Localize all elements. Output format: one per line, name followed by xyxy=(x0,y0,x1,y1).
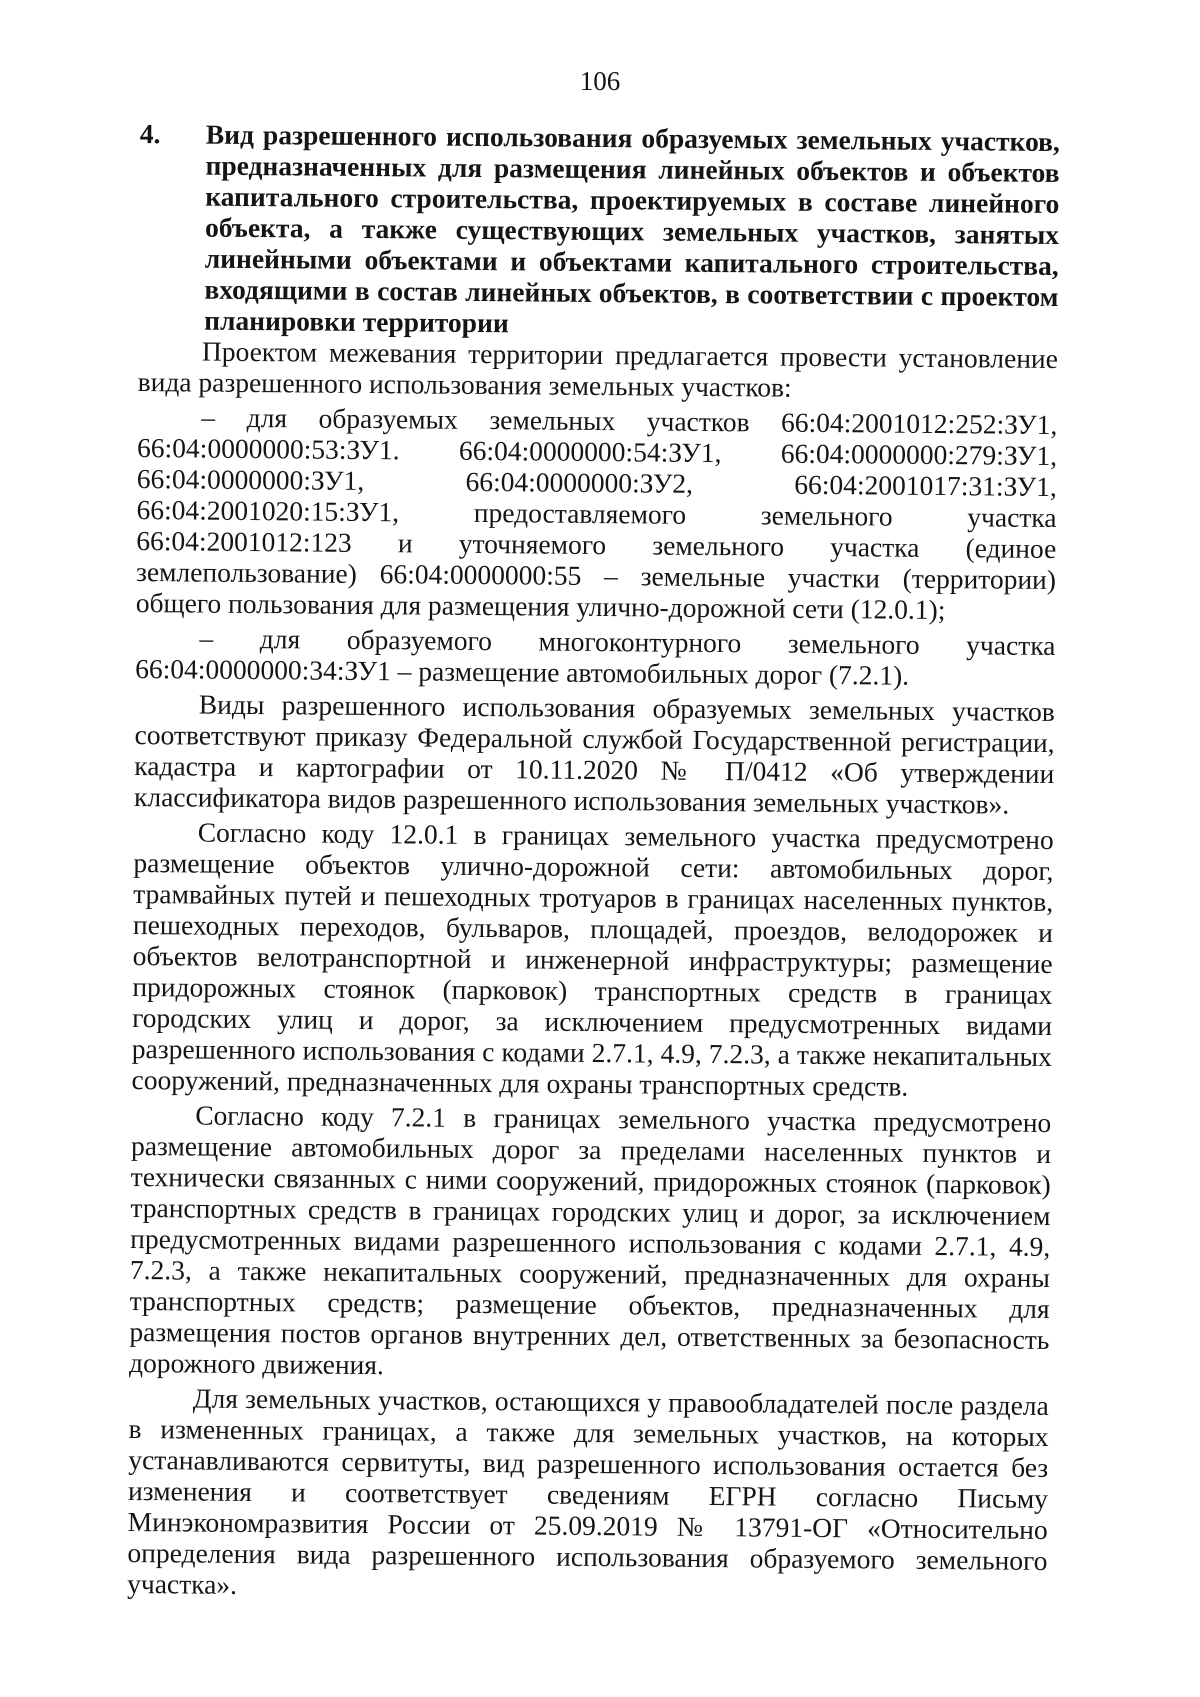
section-title: Вид разрешенного использования образуемых земельных участков, предназначенных для размещения линейных объектов и объектов капитального строительства, проектируемых в составе линейного объекта, а также существующих земельных участков, занятых линейными объектами и объектами капитального строительства, входящими в состав линейных объектов, в соответствии с проектом планировки территории xyxy=(204,118,1060,339)
list-item-road-network: – для образуемых земельных участков 66:04:2001012:252:ЗУ1, 66:04:0000000:53:ЗУ1. 66:04:0000000:54:ЗУ1, 66:04:0000000:279:ЗУ1, 66:04:0000000:ЗУ1, 66:04:0000000:ЗУ2, 66:04:2001017:31:ЗУ1, 66:04:2001020:15:ЗУ1, предоставляемого земельного участка 66:04:2001012:123 и уточняемого земельного участка (единое землепользование) 66:04:0000000:55 – земельные участки (территории) общего пользования для размещения улично-дорожной сети (12.0.1); xyxy=(135,401,1058,626)
paragraph-classifier: Виды разрешенного использования образуемых земельных участков соответствуют приказу Федеральной службой Государственной регистрации, кадастра и картографии от 10.11.2020 № П/0412 «Об утверждении классификатора видов разрешенного использования земельных участков». xyxy=(133,688,1055,820)
paragraph-code-7-2-1: Согласно коду 7.2.1 в границах земельного участка предусмотрено размещение автомобильных дорог за пределами населенных пунктов и технически связанных с ними сооружений, придорожных стоянок (парковок) транспортных средств в границах городских улиц и дорог, за исключением предусмотренных видами разрешенного использования с кодами 2.7.1, 4.9, 7.2.3, а также некапитальных сооружений, предназначенных для охраны транспортных средств; размещение объектов, предназначенных для размещения постов органов внутренних дел, ответственных за безопасность дорожного движения. xyxy=(129,1099,1052,1381)
section-heading xyxy=(138,118,1060,343)
paragraph-remaining-plots: Для земельных участков, остающихся у правообладателей после раздела в измененных границах, а также для земельных участков, на которых устанавливаются сервитуты, вид разрешенного использования остается без изменения и соответствует сведениям ЕГРН согласно Письму Минэкономразвития России от 25.09.2019 № 13791-ОГ «Относительно определения вида разрешенного использования образуемого земельного участка». xyxy=(127,1382,1049,1600)
paragraph-code-12-0-1: Согласно коду 12.0.1 в границах земельного участка предусмотрено размещение объектов улично-дорожной сети: автомобильных дорог, трамвайных путей и пешеходных тротуаров в границах населенных пунктов, пешеходных переходов, бульваров, площадей, проездов, велодорожек и объектов велотранспортной и инженерной инфраструктуры; размещение придорожных стоянок (парковок) транспортных средств в границах городских улиц и дорог, за исключением предусмотренных видами разрешенного использования с кодами 2.7.1, 4.9, 7.2.3, а также некапитальных сооружений, предназначенных для охраны транспортных средств. xyxy=(131,816,1054,1102)
document-body xyxy=(127,118,1060,1607)
paragraph-intro: Проектом межевания территории предлагается провести установление вида разрешенного использования земельных участков: xyxy=(137,335,1059,403)
list-item-highways: – для образуемого многоконтурного земельного участка 66:04:0000000:34:ЗУ1 – размещение автомобильных дорог (7.2.1). xyxy=(135,622,1056,691)
section-number: 4. xyxy=(139,118,161,150)
page-number: 106 xyxy=(579,66,621,96)
